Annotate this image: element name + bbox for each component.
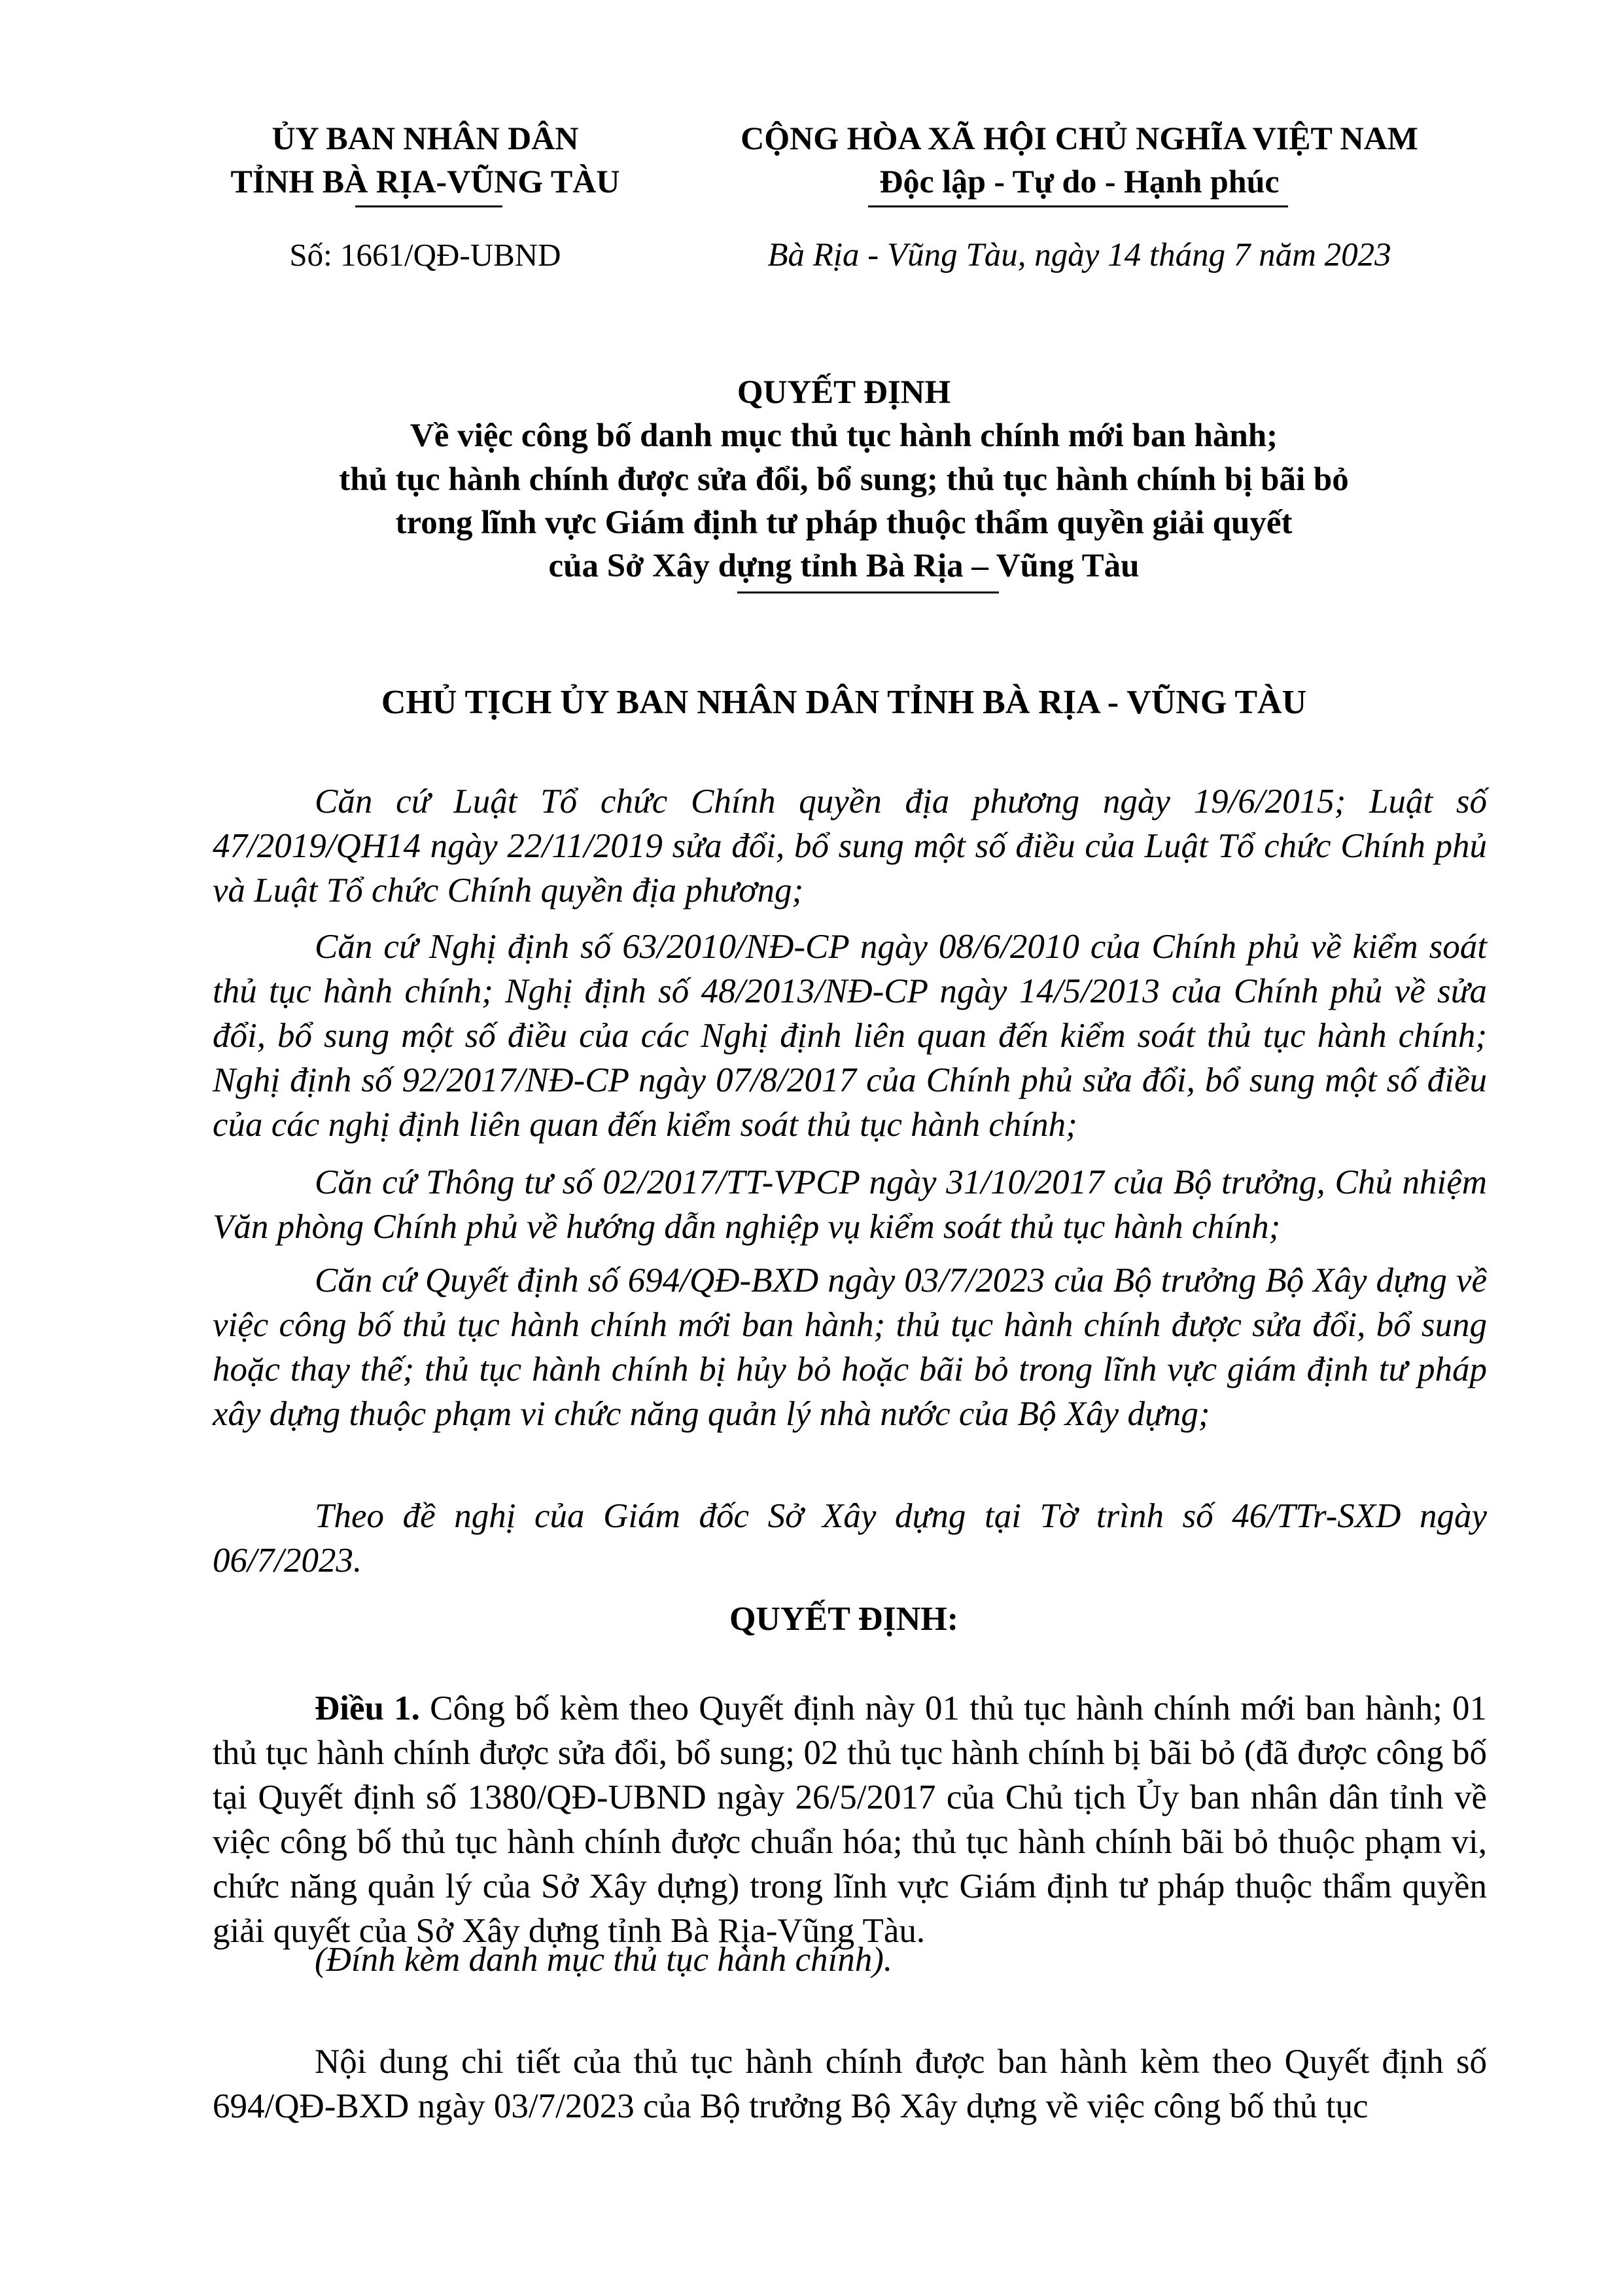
agency-underline xyxy=(355,205,502,207)
article-1 xyxy=(213,1686,1487,1953)
preamble-clause-2: Căn cứ Nghị định số 63/2010/NĐ-CP ngày 08/6/2010 của Chính phủ về kiểm soát thủ tục hành chính; Nghị định số 48/2013/NĐ-CP ngày 14/5/2013 của Chính phủ về sửa đổi, bổ sung một số điều của các Nghị định liên quan đến kiểm soát thủ tục hành chính; Nghị định số 92/2017/NĐ-CP ngày 07/8/2017 của Chính phủ sửa đổi, bổ sung một số điều của các nghị định liên quan đến kiểm soát thủ tục hành chính; xyxy=(213,928,1487,1144)
title-underline xyxy=(737,592,999,593)
agency-name-line1: ỦY BAN NHÂN DÂN xyxy=(271,120,579,156)
decision-subject-line3: trong lĩnh vực Giám định tư pháp thuộc thẩm quyền giải quyết xyxy=(395,504,1293,541)
document-number: Số: 1661/QĐ-UBND xyxy=(289,237,561,273)
agency-name-line2: TỈNH BÀ RỊA-VŨNG TÀU xyxy=(230,163,620,200)
national-title: CỘNG HÒA XÃ HỘI CHỦ NGHĨA VIỆT NAM xyxy=(741,120,1418,156)
place-date: Bà Rịa - Vũng Tàu, ngày 14 tháng 7 năm 2023 xyxy=(767,237,1391,274)
preamble-clause-5: Theo đề nghị của Giám đốc Sở Xây dựng tại Tờ trình số 46/TTr-SXD ngày 06/7/2023. xyxy=(213,1497,1487,1580)
decision-subject-line2: thủ tục hành chính được sửa đổi, bổ sung; thủ tục hành chính bị bãi bỏ xyxy=(339,461,1349,498)
article-1-continuation: Nội dung chi tiết của thủ tục hành chính được ban hành kèm theo Quyết định số 694/QĐ-BXD ngày 03/7/2023 của Bộ trưởng Bộ Xây dựng về việc công bố thủ tục xyxy=(213,2043,1487,2125)
motto-underline xyxy=(868,205,1288,207)
decision-subject-line4: của Sở Xây dựng tỉnh Bà Rịa – Vũng Tàu xyxy=(548,548,1140,584)
attachment-note: (Đính kèm danh mục thủ tục hành chính). xyxy=(315,1941,893,1979)
preamble-clause-1: Căn cứ Luật Tổ chức Chính quyền địa phương ngày 19/6/2015; Luật số 47/2019/QH14 ngày 22/11/2019 sửa đổi, bổ sung một số điều của Luật Tổ chức Chính phủ và Luật Tổ chức Chính quyền địa phương; xyxy=(213,783,1487,910)
preamble-clause-4: Căn cứ Quyết định số 694/QĐ-BXD ngày 03/7/2023 của Bộ trưởng Bộ Xây dựng về việc công bố thủ tục hành chính mới ban hành; thủ tục hành chính được sửa đổi, bổ sung hoặc thay thế; thủ tục hành chính bị hủy bỏ hoặc bãi bỏ trong lĩnh vực giám định tư pháp xây dựng thuộc phạm vi chức năng quản lý nhà nước của Bộ Xây dựng; xyxy=(213,1262,1487,1433)
article-1-label: Điều 1. xyxy=(315,1689,420,1727)
decision-title: QUYẾT ĐỊNH xyxy=(737,374,951,411)
national-motto: Độc lập - Tự do - Hạnh phúc xyxy=(879,163,1280,200)
decision-subject-line1: Về việc công bố danh mục thủ tục hành chính mới ban hành; xyxy=(410,417,1278,454)
preamble-clause-3: Căn cứ Thông tư số 02/2017/TT-VPCP ngày 31/10/2017 của Bộ trưởng, Chủ nhiệm Văn phòng Chính phủ về hướng dẫn nghiệp vụ kiểm soát thủ tục hành chính; xyxy=(213,1163,1487,1246)
decision-heading: QUYẾT ĐỊNH: xyxy=(729,1600,959,1638)
issuing-authority: CHỦ TỊCH ỦY BAN NHÂN DÂN TỈNH BÀ RỊA - VŨNG TÀU xyxy=(381,684,1307,721)
article-1-text: Công bố kèm theo Quyết định này 01 thủ tục hành chính mới ban hành; 01 thủ tục hành chính được sửa đổi, bổ sung; 02 thủ tục hành chính bị bãi bỏ (đã được công bố tại Quyết định số 1380/QĐ-UBND ngày 26/5/2017 của Chủ tịch Ủy ban nhân dân tỉnh về việc công bố thủ tục hành chính được chuẩn hóa; thủ tục hành chính bãi bỏ thuộc phạm vi, chức năng quản lý của Sở Xây dựng) trong lĩnh vực Giám định tư pháp thuộc thẩm quyền giải quyết của Sở Xây dựng tỉnh Bà Rịa-Vũng Tàu. xyxy=(213,1689,1487,1950)
